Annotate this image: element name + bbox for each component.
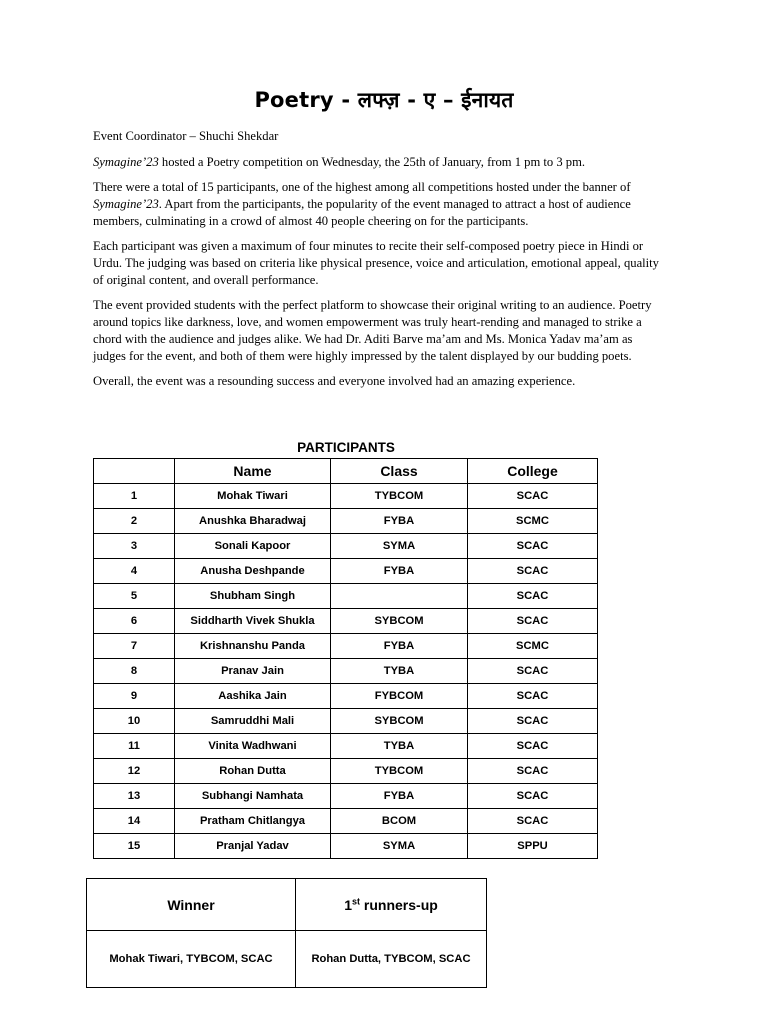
cell-college: SCAC — [468, 484, 598, 509]
cell-number: 8 — [94, 659, 175, 684]
page-title: Poetry - लफ्ज़ - ए – ईनायत — [254, 88, 514, 112]
cell-college: SCAC — [468, 709, 598, 734]
cell-name: Krishnanshu Panda — [175, 634, 331, 659]
winner-header: Winner — [87, 879, 296, 931]
table-row — [94, 634, 598, 659]
cell-class: FYBA — [331, 634, 468, 659]
cell-college: SCAC — [468, 784, 598, 809]
cell-name: Samruddhi Mali — [175, 709, 331, 734]
table-row — [94, 509, 598, 534]
cell-name: Siddharth Vivek Shukla — [175, 609, 331, 634]
paragraph-3: Each participant was given a maximum of four minutes to recite their self-composed poetry piece in Hindi or Urdu. The judging was based on criteria like physical presence, voice and articulation, emotional appeal, quality of original content, and overall performance. — [93, 239, 659, 287]
table-row — [94, 709, 598, 734]
table-row — [94, 834, 598, 859]
cell-name: Sonali Kapoor — [175, 534, 331, 559]
runner-up-label: runners-up — [360, 896, 438, 913]
event-name: Symagine’23 — [93, 155, 159, 169]
cell-class: BCOM — [331, 809, 468, 834]
cell-name: Anusha Deshpande — [175, 559, 331, 584]
cell-class: SYMA — [331, 834, 468, 859]
winner-value: Mohak Tiwari, TYBCOM, SCAC — [87, 931, 296, 988]
table-row — [94, 484, 598, 509]
results-table — [86, 878, 487, 988]
cell-college: SCMC — [468, 634, 598, 659]
cell-college: SCAC — [468, 684, 598, 709]
table-row — [94, 759, 598, 784]
table-row — [94, 734, 598, 759]
table-row — [94, 659, 598, 684]
cell-number: 1 — [94, 484, 175, 509]
report-body — [93, 128, 668, 398]
col-header-class: Class — [331, 459, 468, 484]
col-header-college: College — [468, 459, 598, 484]
cell-number: 4 — [94, 559, 175, 584]
cell-name: Pranav Jain — [175, 659, 331, 684]
table-row — [94, 534, 598, 559]
paragraph-1 — [93, 154, 668, 171]
cell-number: 9 — [94, 684, 175, 709]
cell-name: Subhangi Namhata — [175, 784, 331, 809]
runner-up-value: Rohan Dutta, TYBCOM, SCAC — [296, 931, 487, 988]
col-header-number — [94, 459, 175, 484]
cell-name: Pranjal Yadav — [175, 834, 331, 859]
cell-college: SCMC — [468, 509, 598, 534]
cell-class: FYBA — [331, 784, 468, 809]
cell-class: TYBA — [331, 659, 468, 684]
cell-class: TYBCOM — [331, 484, 468, 509]
runner-up-ordinal-suffix: st — [352, 895, 361, 906]
cell-class: FYBA — [331, 509, 468, 534]
table-row — [94, 559, 598, 584]
cell-class: FYBCOM — [331, 684, 468, 709]
cell-class: SYBCOM — [331, 709, 468, 734]
col-header-name: Name — [175, 459, 331, 484]
cell-number: 15 — [94, 834, 175, 859]
participants-table-body — [94, 484, 598, 859]
paragraph-5: Overall, the event was a resounding success and everyone involved had an amazing experience. — [93, 374, 576, 388]
cell-class: FYBA — [331, 559, 468, 584]
participants-heading: PARTICIPANTS — [297, 440, 395, 455]
cell-class: SYMA — [331, 534, 468, 559]
cell-college: SCAC — [468, 559, 598, 584]
cell-college: SCAC — [468, 609, 598, 634]
cell-number: 2 — [94, 509, 175, 534]
table-header-row — [94, 459, 598, 484]
cell-number: 10 — [94, 709, 175, 734]
cell-number: 5 — [94, 584, 175, 609]
cell-class: SYBCOM — [331, 609, 468, 634]
cell-class: TYBA — [331, 734, 468, 759]
event-coordinator: Event Coordinator – Shuchi Shekdar — [93, 129, 279, 143]
table-row — [94, 609, 598, 634]
paragraph-2-text-start: There were a total of 15 participants, one of the highest among all competitions hosted under the banner of — [93, 180, 631, 194]
paragraph-2 — [93, 179, 668, 230]
cell-college: SCAC — [468, 659, 598, 684]
cell-college: SCAC — [468, 759, 598, 784]
participants-table — [93, 458, 598, 859]
cell-number: 14 — [94, 809, 175, 834]
cell-name: Aashika Jain — [175, 684, 331, 709]
paragraph-2-text-rest: . Apart from the participants, the popularity of the event managed to attract a host of audience members, culminating in a crowd of almost 40 people cheering on for the participants. — [93, 197, 631, 228]
cell-college: SCAC — [468, 584, 598, 609]
cell-name: Mohak Tiwari — [175, 484, 331, 509]
runner-up-header — [296, 879, 487, 931]
cell-number: 3 — [94, 534, 175, 559]
cell-college: SCAC — [468, 809, 598, 834]
paragraph-4: The event provided students with the perfect platform to showcase their original writing to an audience. Poetry around topics like darkness, love, and women empowerment was truly heart-rending and managed to strike a chord with the audience and judges alike. We had Dr. Aditi Barve ma’am and Ms. Monica Yadav ma’am as judges for the event, and both of them were highly impressed by the talent displayed by our budding poets. — [93, 298, 652, 363]
cell-name: Rohan Dutta — [175, 759, 331, 784]
cell-number: 7 — [94, 634, 175, 659]
cell-number: 11 — [94, 734, 175, 759]
cell-number: 13 — [94, 784, 175, 809]
event-name: Symagine’23 — [93, 197, 159, 211]
table-row — [94, 684, 598, 709]
cell-class — [331, 584, 468, 609]
paragraph-1-text: hosted a Poetry competition on Wednesday, the 25th of January, from 1 pm to 3 pm. — [158, 155, 586, 169]
cell-name: Pratham Chitlangya — [175, 809, 331, 834]
runner-up-ordinal: 1 — [344, 896, 352, 913]
results-value-row — [87, 931, 487, 988]
cell-class: TYBCOM — [331, 759, 468, 784]
cell-name: Vinita Wadhwani — [175, 734, 331, 759]
cell-college: SPPU — [468, 834, 598, 859]
cell-number: 12 — [94, 759, 175, 784]
cell-number: 6 — [94, 609, 175, 634]
table-row — [94, 584, 598, 609]
cell-college: SCAC — [468, 734, 598, 759]
cell-college: SCAC — [468, 534, 598, 559]
cell-name: Shubham Singh — [175, 584, 331, 609]
table-row — [94, 784, 598, 809]
table-row — [94, 809, 598, 834]
results-header-row — [87, 879, 487, 931]
cell-name: Anushka Bharadwaj — [175, 509, 331, 534]
